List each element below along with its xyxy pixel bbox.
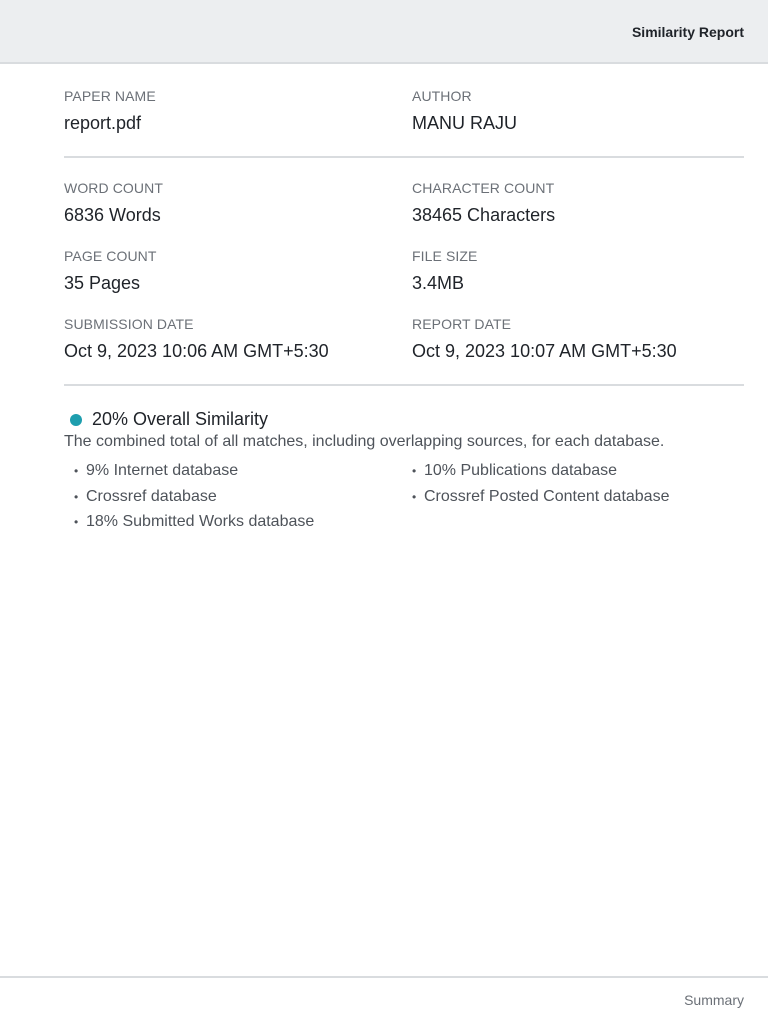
database-list-left (64, 460, 314, 537)
file-size-value: 3.4MB (412, 273, 465, 293)
database-list-right (402, 460, 669, 511)
author-value: MANU RAJU (412, 113, 518, 133)
database-label: Crossref Posted Content database (424, 487, 670, 505)
footer-label: Summary (684, 992, 744, 1008)
report-header-bar (0, 0, 768, 64)
character-count-label: CHARACTER COUNT (412, 180, 555, 196)
word-count-label: WORD COUNT (64, 180, 163, 196)
page-count-block (64, 248, 394, 294)
submission-date-block (64, 316, 394, 362)
file-size-block (412, 248, 742, 294)
similarity-title: 20% Overall Similarity (92, 409, 269, 429)
word-count-block (64, 180, 394, 226)
database-label: 18% Submitted Works database (86, 513, 315, 530)
submission-date-value: Oct 9, 2023 10:06 AM GMT+5:30 (64, 341, 329, 361)
database-label: 10% Publications database (424, 462, 618, 479)
similarity-description: The combined total of all matches, including overlapping sources, for each database. (64, 433, 665, 450)
author-label: AUTHOR (412, 88, 472, 104)
report-date-block (412, 316, 742, 362)
divider (64, 384, 744, 386)
report-footer (0, 976, 768, 1024)
paper-name-value: report.pdf (64, 113, 142, 133)
author-block (412, 88, 742, 134)
report-date-label: REPORT DATE (412, 316, 512, 332)
list-item (402, 460, 669, 486)
divider (64, 156, 744, 158)
bullet-icon: • (412, 464, 417, 478)
bullet-icon: • (74, 464, 79, 478)
word-count-value: 6836 Words (64, 205, 161, 225)
bullet-icon: • (74, 515, 79, 529)
database-label: 9% Internet database (86, 462, 239, 479)
list-item (64, 460, 314, 486)
character-count-block (412, 180, 742, 226)
report-date-value: Oct 9, 2023 10:07 AM GMT+5:30 (412, 341, 677, 361)
page-count-value: 35 Pages (64, 273, 141, 293)
submission-date-label: SUBMISSION DATE (64, 316, 194, 332)
list-item (402, 486, 669, 512)
paper-name-block (64, 88, 394, 134)
similarity-dot-icon (70, 414, 82, 426)
database-label: Crossref database (86, 487, 217, 505)
report-title: Similarity Report (631, 24, 744, 40)
character-count-value: 38465 Characters (412, 205, 556, 225)
bullet-icon: • (74, 489, 79, 504)
file-size-label: FILE SIZE (412, 248, 478, 264)
page-count-label: PAGE COUNT (64, 248, 157, 264)
bullet-icon: • (412, 489, 417, 504)
list-item (64, 486, 314, 512)
list-item (64, 511, 314, 537)
similarity-heading (70, 409, 268, 430)
paper-name-label: PAPER NAME (64, 88, 156, 104)
